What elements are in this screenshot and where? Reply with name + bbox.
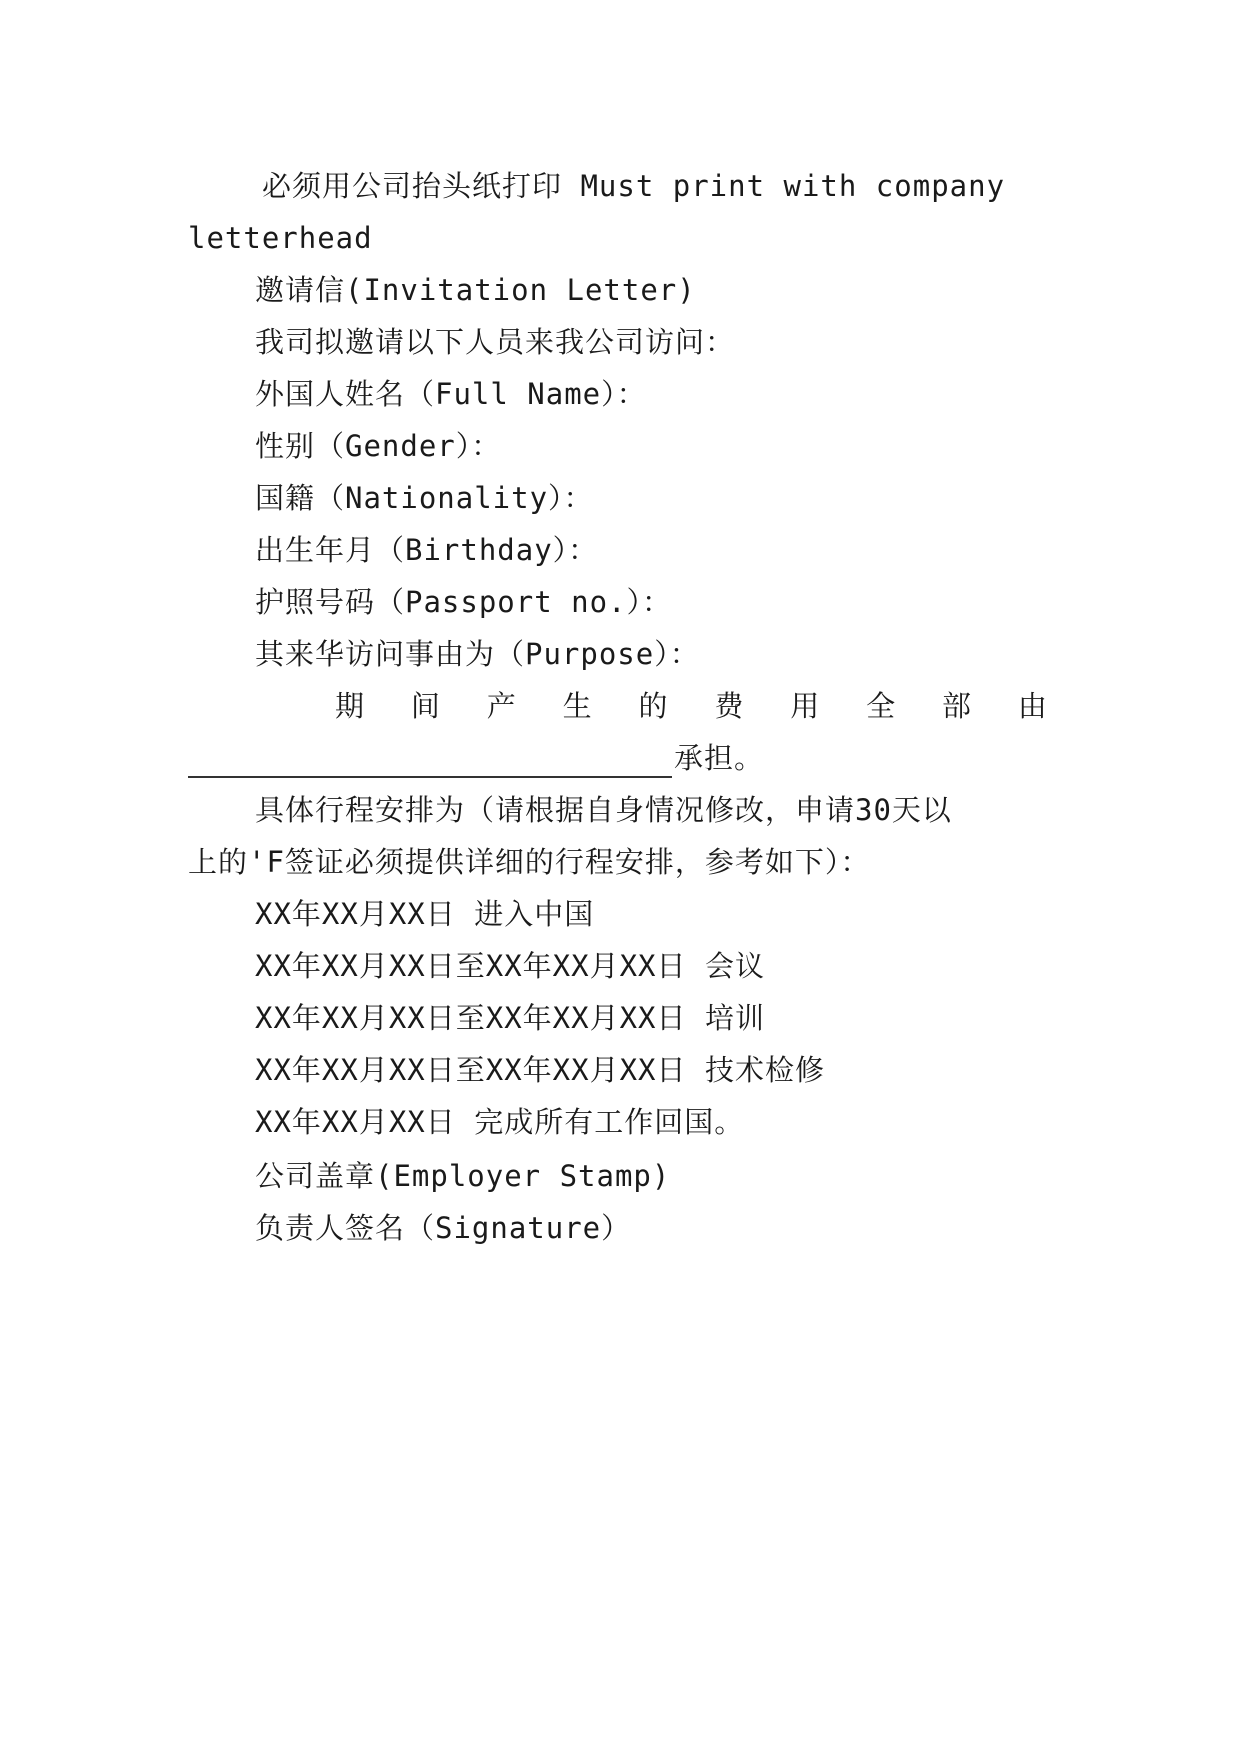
letter-title: 邀请信(Invitation Letter) — [255, 273, 696, 307]
expenses-char: 期 — [335, 689, 366, 723]
field-gender: 性别（Gender）： — [255, 429, 502, 463]
expenses-char: 部 — [942, 689, 973, 723]
invitation-intro: 我司拟邀请以下人员来我公司访问： — [255, 325, 736, 359]
expenses-char: 由 — [1017, 689, 1048, 723]
expenses-statement — [335, 686, 1048, 726]
expenses-char: 全 — [866, 689, 897, 723]
field-birthday: 出生年月（Birthday）： — [255, 533, 599, 567]
expenses-char: 的 — [638, 689, 669, 723]
expenses-char: 用 — [790, 689, 821, 723]
field-purpose: 其来华访问事由为（Purpose）： — [255, 637, 700, 671]
itinerary-item: XX年XX月XX日 完成所有工作回国。 — [255, 1105, 745, 1139]
expenses-char: 间 — [410, 689, 441, 723]
field-passport: 护照号码（Passport no.）： — [255, 585, 673, 619]
itinerary-item: XX年XX月XX日至XX年XX月XX日 会议 — [255, 949, 765, 983]
itinerary-item: XX年XX月XX日至XX年XX月XX日 培训 — [255, 1001, 765, 1035]
itinerary-intro-continued: 上的'F签证必须提供详细的行程安排，参考如下）： — [188, 845, 871, 879]
expenses-char: 产 — [486, 689, 517, 723]
expenses-suffix: 承担。 — [674, 741, 765, 775]
employer-stamp-label: 公司盖章(Employer Stamp) — [255, 1159, 671, 1193]
blank-fill-line — [188, 750, 672, 778]
field-nationality: 国籍（Nationality）： — [255, 481, 594, 515]
signature-label: 负责人签名（Signature） — [255, 1211, 632, 1245]
itinerary-item: XX年XX月XX日至XX年XX月XX日 技术检修 — [255, 1053, 825, 1087]
itinerary-intro: 具体行程安排为（请根据自身情况修改，申请30天以 — [255, 793, 952, 827]
letterhead-note-continued: letterhead — [188, 221, 373, 255]
itinerary-item: XX年XX月XX日 进入中国 — [255, 897, 595, 931]
expenses-char: 费 — [714, 689, 745, 723]
field-full-name: 外国人姓名（Full Name）： — [255, 377, 647, 411]
expenses-char: 生 — [562, 689, 593, 723]
expenses-bearer-line — [188, 738, 1048, 778]
letterhead-note: 必须用公司抬头纸打印 Must print with company — [262, 169, 1006, 203]
